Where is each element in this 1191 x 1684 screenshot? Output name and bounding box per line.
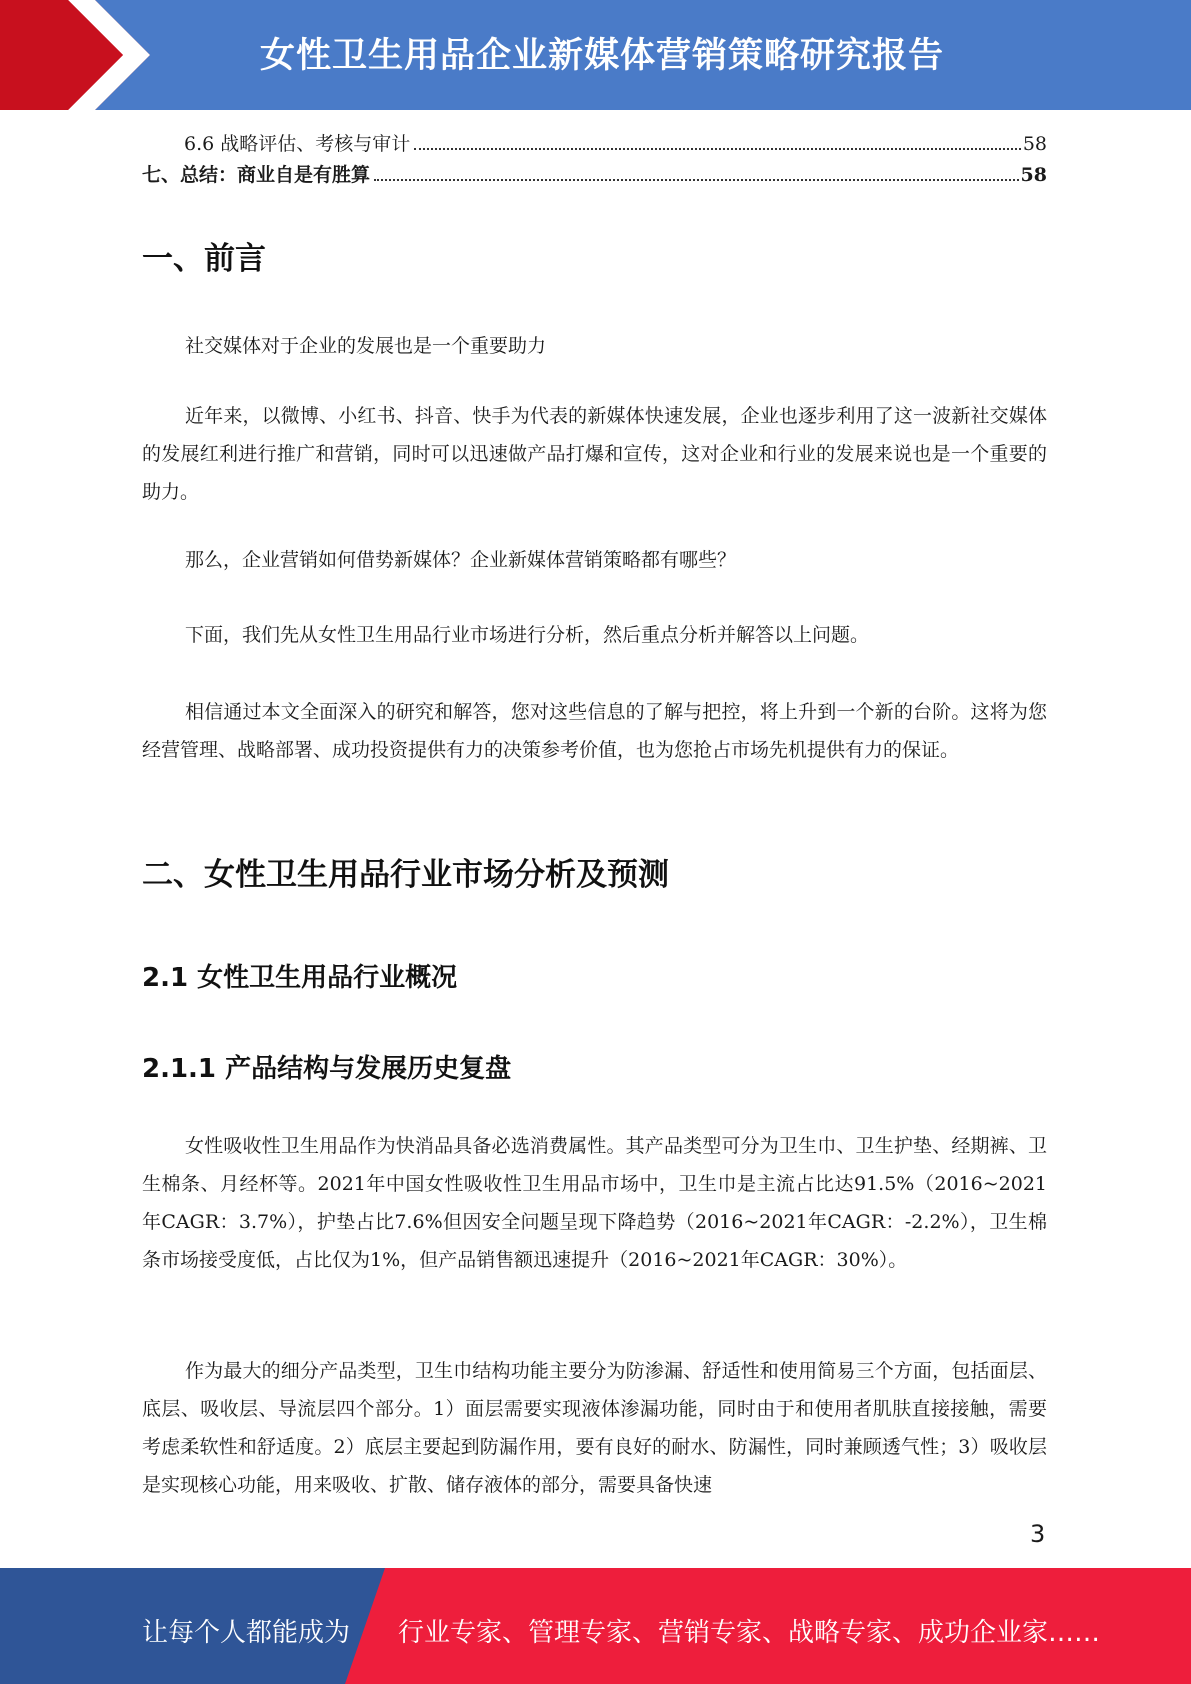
toc-entry-label: 6.6 战略评估、考核与审计 (184, 133, 411, 155)
report-title: 女性卫生用品企业新媒体营销策略研究报告 (260, 36, 945, 76)
paragraph: 女性吸收性卫生用品作为快消品具备必选消费属性。其产品类型可分为卫生巾、卫生护垫、经期裤、卫生棉条、月经杯等。2021年中国女性吸收性卫生用品市场中，卫生巾是主流占比达91.5%（2016~2021年CAGR：3.7%），护垫占比7.6%但因安全问题呈现下降趋势（2016~2021年CAGR：-2.2%），卫生棉条市场接受度低，占比仅为1%，但产品销售额迅速提升（2016~2021年CAGR：30%）。 (142, 1135, 1047, 1271)
toc-leader-dots (374, 178, 1019, 181)
toc-entry[interactable] (142, 129, 1047, 155)
toc-leader-dots (414, 147, 1021, 150)
paragraph: 下面，我们先从女性卫生用品行业市场进行分析，然后重点分析并解答以上问题。 (185, 624, 870, 646)
paragraph: 相信通过本文全面深入的研究和解答，您对这些信息的了解与把控，将上升到一个新的台阶。这将为您经营管理、战略部署、成功投资提供有力的决策参考价值，也为您抢占市场先机提供有力的保证。 (142, 701, 1047, 761)
page-number: 3 (1030, 1520, 1046, 1548)
section-heading: 二、女性卫生用品行业市场分析及预测 (142, 857, 669, 893)
toc-entry-page: 58 (1020, 164, 1047, 186)
toc-entry[interactable] (142, 160, 1047, 186)
footer-slogan-left: 让每个人都能成为 (142, 1618, 351, 1648)
toc-entry-label: 七、总结：商业自是有胜算 (142, 164, 371, 186)
subsection-heading: 2.1 女性卫生用品行业概况 (142, 963, 458, 993)
toc-entry-page: 58 (1022, 133, 1047, 155)
paragraph: 作为最大的细分产品类型，卫生巾结构功能主要分为防渗漏、舒适性和使用简易三个方面，包括面层、底层、吸收层、导流层四个部分。1）面层需要实现液体渗漏功能，同时由于和使用者肌肤直接接触，需要考虑柔软性和舒适度。2）底层主要起到防漏作用，要有良好的耐水、防漏性，同时兼顾透气性；3）吸收层是实现核心功能，用来吸收、扩散、储存液体的部分，需要具备快速 (142, 1360, 1047, 1496)
section-heading: 一、前言 (142, 241, 266, 277)
page-footer (0, 1568, 1191, 1684)
header-red-arrow-shape (0, 0, 160, 110)
footer-slogan-right: 行业专家、管理专家、营销专家、战略专家、成功企业家…… (398, 1618, 1101, 1648)
page-header (0, 0, 1191, 110)
paragraph: 近年来，以微博、小红书、抖音、快手为代表的新媒体快速发展，企业也逐步利用了这一波新社交媒体的发展红利进行推广和营销，同时可以迅速做产品打爆和宣传，这对企业和行业的发展来说也是一个重要的助力。 (142, 405, 1047, 503)
paragraph: 社交媒体对于企业的发展也是一个重要助力 (185, 335, 547, 357)
paragraph: 那么，企业营销如何借势新媒体？企业新媒体营销策略都有哪些？ (185, 549, 737, 571)
subsection-heading: 2.1.1 产品结构与发展历史复盘 (142, 1054, 512, 1084)
